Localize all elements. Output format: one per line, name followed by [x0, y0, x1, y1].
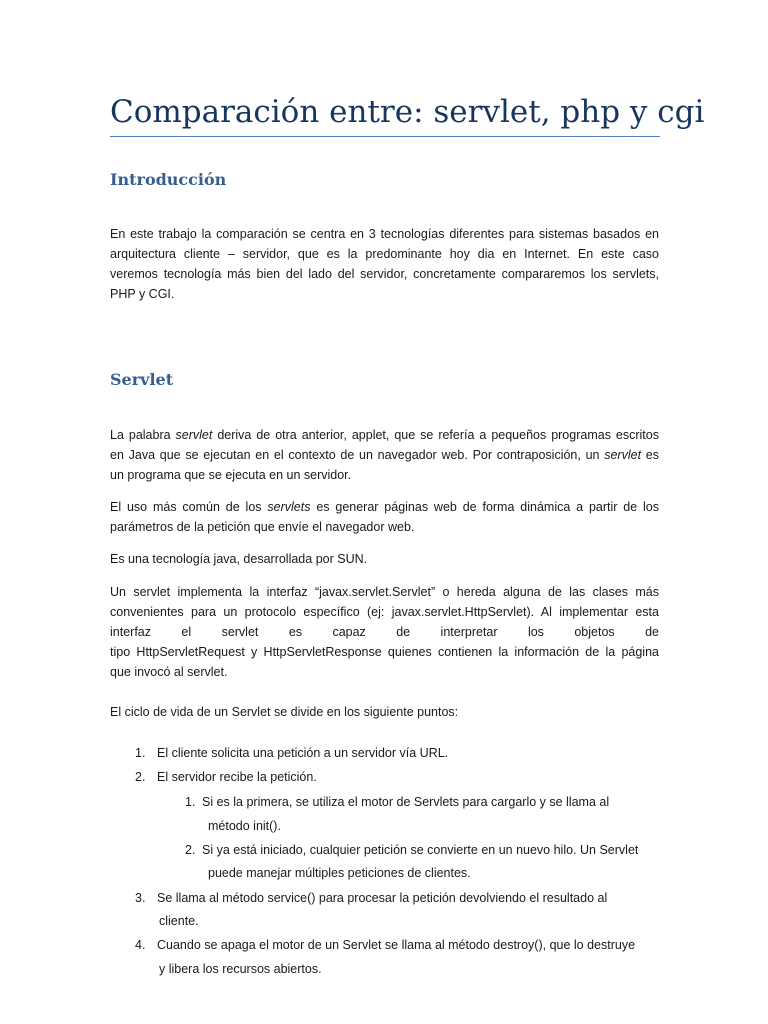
list-text: puede manejar múltiples peticiones de clientes.	[208, 866, 471, 880]
text-run: es generar páginas web de forma dinámica a partir de los	[310, 500, 660, 514]
list-number: 2.	[185, 843, 196, 857]
intro-line: PHP y CGI.	[110, 287, 175, 301]
list-text: y libera los recursos abiertos.	[159, 962, 322, 976]
list-item	[135, 765, 317, 789]
italic-term: servlets	[267, 500, 311, 514]
paragraph-line: Es una tecnología java, desarrollada por SUN.	[110, 552, 368, 566]
list-text: Se llama al método service() para procesar la petición devolviendo el resultado al	[157, 891, 608, 905]
document-title: Comparación entre: servlet, php y cgi	[110, 94, 705, 130]
list-text: El cliente solicita una petición a un servidor vía URL.	[157, 746, 449, 760]
servlet-paragraph-3	[110, 549, 659, 569]
title-underline	[110, 136, 660, 137]
list-number: 1.	[135, 746, 146, 760]
paragraph-line: que invocó al servlet.	[110, 665, 228, 679]
text-run: La palabra	[110, 428, 176, 442]
list-text: Si es la primera, se utiliza el motor de Servlets para cargarlo y se llama al	[202, 795, 610, 809]
paragraph-line: parámetros de la petición que envíe el navegador web.	[110, 520, 415, 534]
paragraph-line	[110, 445, 659, 465]
list-item-continuation	[159, 957, 322, 981]
list-number: 1.	[185, 795, 196, 809]
servlet-paragraph-4	[110, 582, 659, 682]
text-run: es	[641, 448, 659, 462]
intro-paragraph	[110, 224, 659, 304]
list-text: Cuando se apaga el motor de un Servlet se llama al método destroy(), que lo destruye	[157, 938, 636, 952]
list-number: 2.	[135, 770, 146, 784]
text-run: en Java que se ejecutan en el contexto de un navegador web. Por contraposición, un	[110, 448, 605, 462]
intro-line: En este trabajo la comparación se centra en 3 tecnologías diferentes para sistemas basados en	[110, 227, 659, 241]
paragraph-line	[110, 497, 659, 517]
italic-term: servlet	[175, 428, 213, 442]
list-item-continuation	[208, 861, 471, 885]
list-item-continuation	[159, 909, 199, 933]
list-text: método init().	[208, 819, 281, 833]
paragraph-line: tipo HttpServletRequest y HttpServletResponse quienes contienen la información de la página	[110, 645, 659, 659]
paragraph-line: un programa que se ejecuta en un servidor.	[110, 468, 352, 482]
list-text: Si ya está iniciado, cualquier petición se convierte en un nuevo hilo. Un Servlet	[202, 843, 639, 857]
text-run: El uso más común de los	[110, 500, 268, 514]
paragraph-line	[110, 425, 659, 445]
intro-line: veremos tecnología más bien del lado del servidor, concretamente compararemos los servlets,	[110, 267, 659, 281]
servlet-paragraph-2	[110, 497, 659, 537]
text-run: deriva de otra anterior, applet, que se refería a pequeños programas escritos	[212, 428, 659, 442]
intro-heading: Introducción	[110, 170, 227, 189]
servlet-paragraph-1	[110, 425, 659, 485]
paragraph-line: Un servlet implementa la interfaz “javax.servlet.Servlet” o hereda alguna de las clases más	[110, 585, 659, 599]
list-item	[135, 886, 607, 910]
intro-line: arquitectura cliente – servidor, que es la predominante hoy dia en Internet. En este caso	[110, 247, 659, 261]
list-number: 3.	[135, 891, 146, 905]
servlet-heading: Servlet	[110, 370, 174, 389]
italic-term: servlet	[604, 448, 642, 462]
list-item-continuation	[208, 814, 281, 838]
list-item	[185, 790, 609, 814]
list-item	[185, 838, 638, 862]
paragraph-line: interfaz el servlet es capaz de interpretar los objetos de	[110, 625, 659, 639]
lifecycle-intro	[110, 702, 659, 722]
list-number: 4.	[135, 938, 146, 952]
paragraph-line: El ciclo de vida de un Servlet se divide en los siguiente puntos:	[110, 705, 459, 719]
paragraph-line: convenientes para un protocolo específico (ej: javax.servlet.HttpServlet). Al implementar esta	[110, 605, 659, 619]
list-text: cliente.	[159, 914, 199, 928]
list-item	[135, 741, 448, 765]
list-item	[135, 933, 635, 957]
list-text: El servidor recibe la petición.	[157, 770, 317, 784]
